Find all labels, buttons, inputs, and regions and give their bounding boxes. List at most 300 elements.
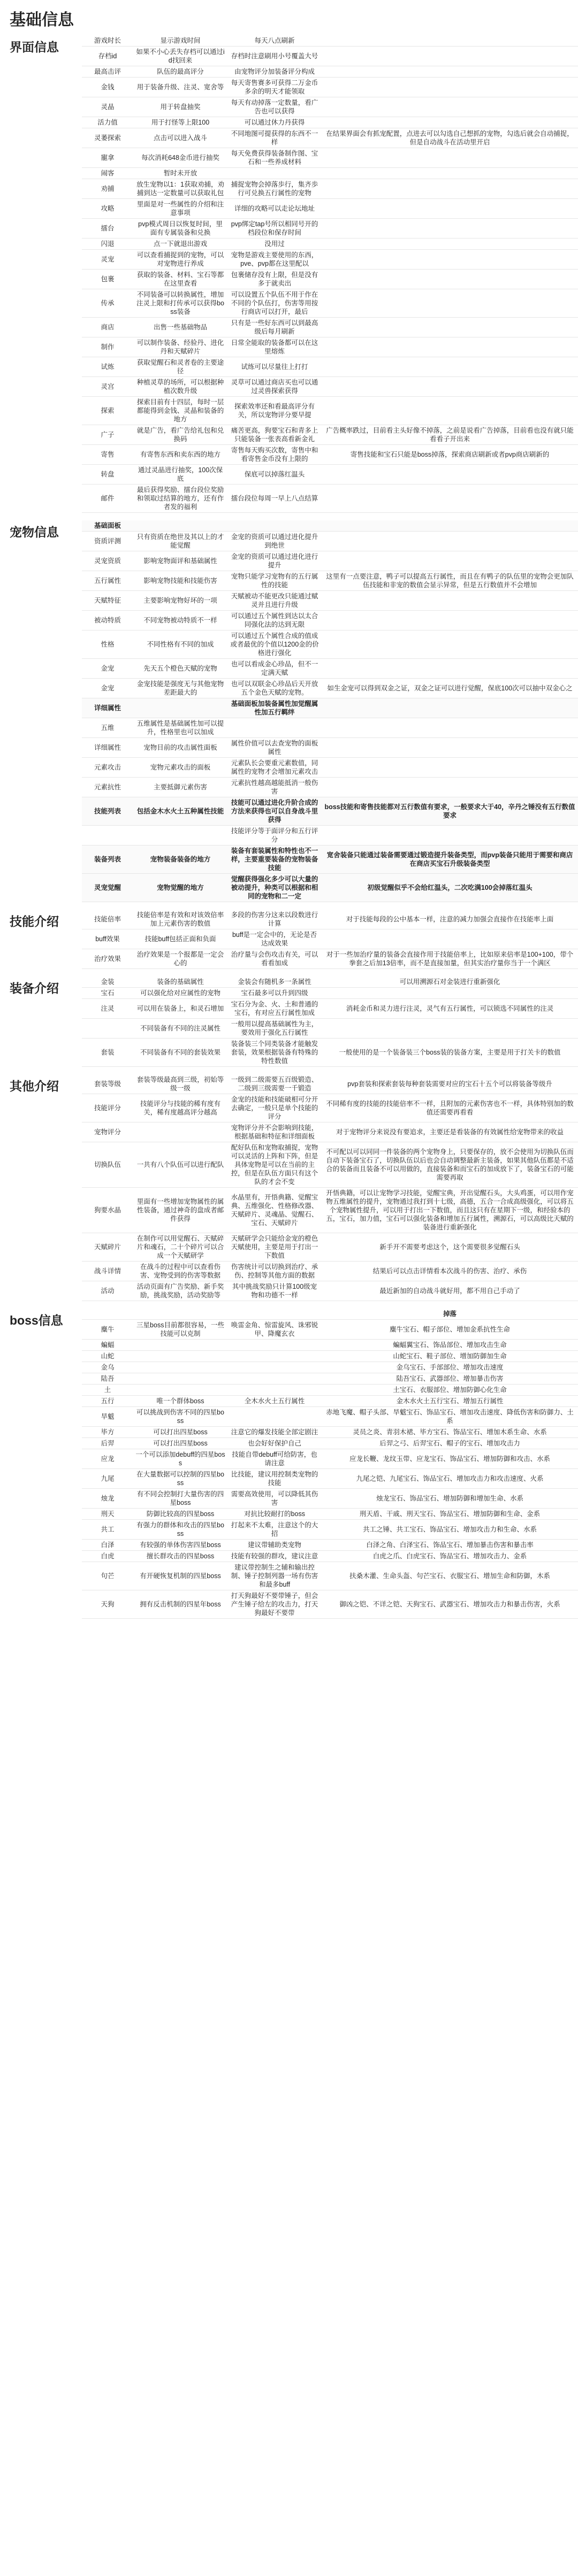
row-col-c	[322, 219, 578, 239]
row-col-a: 只有资质在绝世及其以上的才能觉醒	[133, 532, 227, 551]
row-col-c: boss技能和寄售技能都对五行数值有要求，一般要求大于40，辛丹之锤没有五行数值要求	[322, 797, 578, 826]
page-title: 基础信息	[10, 11, 74, 29]
row-col-c: 金乌宝石、手部部位、增加攻击速度	[322, 1362, 578, 1373]
table-row	[82, 520, 578, 532]
row-key: 闹客	[82, 168, 133, 179]
section	[10, 1309, 578, 1619]
row-col-c	[322, 988, 578, 999]
info-table	[82, 35, 578, 513]
row-key: 烛龙	[82, 1489, 133, 1509]
table-row	[82, 1281, 578, 1301]
info-table	[82, 1309, 578, 1619]
row-key: 闪退	[82, 239, 133, 250]
row-col-c	[322, 117, 578, 128]
row-col-c	[322, 718, 578, 738]
table-row	[82, 1142, 578, 1188]
row-key: 灵宠	[82, 250, 133, 270]
row-key: 蝙蝠	[82, 1340, 133, 1351]
row-col-b	[227, 1407, 322, 1427]
row-key: 传承	[82, 289, 133, 318]
row-col-b	[227, 1340, 322, 1351]
row-col-b: 也可以看成金心珍品，但不一定满天赋	[227, 659, 322, 679]
row-col-c	[322, 778, 578, 797]
row-col-b: 每天免费获得装备制作图、宝石和一些养成材料	[227, 148, 322, 168]
row-col-b: 可以设置五个队伍不用于作在不同的个队伍打，伤害等用按行商店可以打开，最后	[227, 289, 322, 318]
row-col-b: 也会好好保护自己	[227, 1438, 322, 1449]
row-col-c: 土宝石、衣服部位、增加防御心化生命	[322, 1385, 578, 1396]
table-row	[82, 1396, 578, 1407]
row-key: 治疗效果	[82, 949, 133, 969]
table-row	[82, 1509, 578, 1520]
row-col-c: 消耗金币和灵力进行注灵，灵气有五行属性，可以锁选不同属性的注灵	[322, 999, 578, 1019]
table-row	[82, 377, 578, 397]
row-col-a: 通过灵晶进行抽奖，100次保底	[133, 465, 227, 485]
row-col-a: 点一下就退出游戏	[133, 239, 227, 250]
row-col-c: 可以用溯源石对金装进行重新强化	[322, 976, 578, 988]
row-col-c: 白泽之角、白泽宝石、饰品宝石、增加暴击伤害和暴击率	[322, 1540, 578, 1551]
row-col-c	[322, 929, 578, 949]
row-col-c: 灵员之炎、青羽木裙、毕方宝石、饰品宝石、增加木系生命、水系	[322, 1427, 578, 1438]
row-key: 金宠	[82, 679, 133, 698]
row-col-c: 陆吾宝石、武器部位、增加暴击伤害	[322, 1373, 578, 1385]
row-key: 灵晶	[82, 97, 133, 117]
row-key: 技能列表	[82, 797, 133, 826]
row-col-a: 种植灵草的场所，可以根据种植次数升级	[133, 377, 227, 397]
row-col-c	[322, 97, 578, 117]
row-col-b	[227, 168, 322, 179]
row-key	[82, 826, 133, 845]
row-col-a: 在战斗的过程中可以查看伤害、宠物受到的伤害等数据	[133, 1262, 227, 1281]
row-key: 活动	[82, 1281, 133, 1301]
row-key: buff效果	[82, 929, 133, 949]
table-row	[82, 35, 578, 47]
row-col-a: 不同性格有不同的加成	[133, 630, 227, 659]
row-col-c	[322, 270, 578, 289]
row-col-b: 宠物评分并不会影响到技能，根据基础和特征和详细面板	[227, 1122, 322, 1142]
row-col-a: 唯一个群体boss	[133, 1396, 227, 1407]
table-row	[82, 1551, 578, 1562]
row-col-b: 金宠的资质可以通过进化进行提升	[227, 551, 322, 571]
row-key: 制作	[82, 337, 133, 357]
row-key: 技能倍率	[82, 910, 133, 929]
row-col-b: 技能有较强的群攻，建议注意	[227, 1551, 322, 1562]
row-col-b: 打起来不太难，注意这个的大招	[227, 1520, 322, 1540]
section-title: 宠物信息	[10, 525, 59, 539]
row-col-b: 包裹储存没有上限，但是没有多于就卖出	[227, 270, 322, 289]
row-col-c	[322, 199, 578, 219]
row-col-a: 里面有一些增加宠物属性的属性装备，通过神奇的盘成者邮件获得	[133, 1188, 227, 1233]
table-row	[82, 1373, 578, 1385]
row-col-b: 详细的攻略可以走论坛地址	[227, 199, 322, 219]
row-key: 旱魃	[82, 1407, 133, 1427]
info-table	[82, 976, 578, 1067]
row-key: 金宠	[82, 659, 133, 679]
table-row	[82, 1309, 578, 1320]
row-col-b: 配好队伍和宠物取捕捉，宠物可以灵活的上阵和下阵，但是具体宠物是可以在当前的主控，但是在队伍方面只有这个队的才会不变	[227, 1142, 322, 1188]
table-row	[82, 1362, 578, 1373]
row-col-a: 金宠技能是强度无与其他宠物差距最大的	[133, 679, 227, 698]
row-col-a: 三星boss目前都很容易，一些技能可以克制	[133, 1320, 227, 1340]
row-key: 五行属性	[82, 571, 133, 591]
table-row	[82, 179, 578, 199]
row-col-a: 五维属性是基础属性加可以提升，性格里也可以加成	[133, 718, 227, 738]
row-col-a: 最后获得奖励、擂台段位奖励和领取过结算的地方，还有作者发的福利	[133, 485, 227, 513]
row-col-a: 出售一些基础物品	[133, 318, 227, 337]
row-col-c	[322, 758, 578, 778]
row-col-b	[227, 1362, 322, 1373]
table-row	[82, 1094, 578, 1122]
table-row	[82, 718, 578, 738]
row-key: 广子	[82, 425, 133, 445]
row-col-c	[322, 250, 578, 270]
row-key: 句芒	[82, 1562, 133, 1590]
row-col-b: 治疗量与会伤攻击有关，可以看看加成	[227, 949, 322, 969]
row-col-c: 新手开不需要考虑这个，这个需要很多觉醒石头	[322, 1233, 578, 1262]
row-col-c: 不可配以可以同同一件装备的两个宠物身上，只要保存的，放不会使用为切换队伍而自动下装备宝石了，切换队伍以后也会自动调整最新主装备，如果其他队伍都是不适合的装备而且装备不可以用做的，直接装备和而宝石的加成放下了，装备宝石的可能需要再取	[322, 1142, 578, 1188]
table-row	[82, 949, 578, 969]
row-col-c	[322, 289, 578, 318]
row-key: 战斗详情	[82, 1262, 133, 1281]
row-col-c: 对于一些加治疗量的装备会直接作用于技能倍率上，比如原来倍率是100+100，带个拳套之后加13倍率，而不是直接加量，但其实治疗量你当于一个满区	[322, 949, 578, 969]
row-col-c: 应龙长鞭、龙纹玉带、应龙宝石、饰品宝石、增加防御和攻击、水系	[322, 1449, 578, 1469]
row-key: 资质评测	[82, 532, 133, 551]
row-col-c: 刑天盾、干戚、刑天宝石、饰品宝石、增加防御和生命、金系	[322, 1509, 578, 1520]
row-col-a: 可以打出四星boss	[133, 1438, 227, 1449]
row-col-b: 可以通过休力丹获得	[227, 117, 322, 128]
table-row	[82, 551, 578, 571]
table-row	[82, 910, 578, 929]
row-key: 白泽	[82, 1540, 133, 1551]
row-col-a	[133, 1340, 227, 1351]
row-col-c	[322, 239, 578, 250]
row-col-c: pvp套装和探索套装每种套装需要对应的宝石十五个可以将装备等级升	[322, 1074, 578, 1094]
row-col-c	[322, 826, 578, 845]
row-col-c	[322, 698, 578, 718]
row-key: 性格	[82, 630, 133, 659]
row-col-c	[322, 337, 578, 357]
table-row	[82, 679, 578, 698]
row-col-c: 这里有一点要注意，鸭子可以提高五行属性，而且在有鸭子的队伍里的宠物会更加队伍技能和非宠的数值会显示异常，但是五行数值并不会增加	[322, 571, 578, 591]
row-key: 天赋特征	[82, 591, 133, 611]
table-row	[82, 826, 578, 845]
row-col-a: 如果不小心丢失存档可以通过id找回来	[133, 47, 227, 66]
row-key: 套装	[82, 1039, 133, 1067]
table-row	[82, 128, 578, 148]
row-col-b: 不同地图可提获得的东西不一样	[227, 128, 322, 148]
row-col-c: 宽舍装备只能通过装备需要通过锻造提升装备类型，而pvp装备只能用于需要和商店在商店买宝石升级装备类型	[322, 845, 578, 874]
row-key: 攻略	[82, 199, 133, 219]
row-key: 劝捕	[82, 179, 133, 199]
section	[10, 976, 578, 1067]
table-row	[82, 630, 578, 659]
row-col-b: 宠物是游戏主要使用的东西，pve、pvp都在这里配以	[227, 250, 322, 270]
section-title: 界面信息	[10, 40, 59, 54]
row-col-b: 存档时注意刷用小号覆盖大号	[227, 47, 322, 66]
row-col-b: 其中挑战奖励只计算100级宠物和功德不一样	[227, 1281, 322, 1301]
table-row	[82, 874, 578, 902]
row-col-c: 广告概率跌过，目前看主头好像不掉落，之前是说看广告掉落，目前看也没有就只能看看子开出来	[322, 425, 578, 445]
sections-container	[10, 35, 578, 1626]
row-col-b: 元素队长会要重元素数值，同属性的宠物才会增加元素攻击	[227, 758, 322, 778]
row-col-c: 如生金宠可以得到双金之证，双金之证可以进行觉醒，保底100次可以抽中双金心之	[322, 679, 578, 698]
row-col-b: 保底可以掉落红温头	[227, 465, 322, 485]
row-col-a: 用于装备升级、注灵、宽舍等	[133, 78, 227, 97]
row-key: 五行	[82, 1396, 133, 1407]
row-col-a: 有强力的群体和攻击的四星boss	[133, 1520, 227, 1540]
row-key: 被动特质	[82, 611, 133, 630]
row-key: 天赋碎片	[82, 1233, 133, 1262]
row-col-a: 治疗效果是一个报都是一定会心的	[133, 949, 227, 969]
row-col-b: 基础面板加装备属性加觉醒属性加五行羁绊	[227, 698, 322, 718]
row-col-a: 影响宠物面评和基础属性	[133, 551, 227, 571]
row-col-a: 有开硬恢复机制的四星boss	[133, 1562, 227, 1590]
row-col-a: 套装等级最高到三级，初始等级一级	[133, 1074, 227, 1094]
row-col-b: 装备装三个同类装备才能触发套装，效果根据装备有特殊的特性数值	[227, 1039, 322, 1067]
row-col-b: 技能评分等于面评分和五行评分	[227, 826, 322, 845]
section-title: boss信息	[10, 1313, 63, 1327]
row-col-b: 灵草可以通过商店买也可以通过灵兽探索获得	[227, 377, 322, 397]
table-row	[82, 999, 578, 1019]
row-col-a: 在大量数据可以控制的四星boss	[133, 1469, 227, 1489]
table-row	[82, 988, 578, 999]
row-col-a	[133, 826, 227, 845]
row-key: 土	[82, 1385, 133, 1396]
table-row	[82, 591, 578, 611]
row-key: 金钱	[82, 78, 133, 97]
table-row	[82, 485, 578, 513]
row-key: 装备列表	[82, 845, 133, 874]
row-key: 试炼	[82, 357, 133, 377]
row-col-b: 试练可以尽量往上打打	[227, 357, 322, 377]
row-col-c	[322, 1019, 578, 1039]
row-col-a: 可以用在装备上，和灵石增加	[133, 999, 227, 1019]
row-key: 切换队伍	[82, 1142, 133, 1188]
row-col-a: 不同装备有不同的套装效果	[133, 1039, 227, 1067]
row-col-c: 金木水火土五行宝石、增加五行属性	[322, 1396, 578, 1407]
row-key: 金装	[82, 976, 133, 988]
table-row	[82, 1320, 578, 1340]
row-col-c: 白虎之爪、白虎宝石、饰品宝石、增加攻击力、金系	[322, 1551, 578, 1562]
row-col-b: 宝石最多可以升到四级	[227, 988, 322, 999]
row-col-a: 主要影响宠物好坏的一项	[133, 591, 227, 611]
row-col-b	[227, 718, 322, 738]
row-key: 技能评分	[82, 1094, 133, 1122]
row-col-a: 宠物觉醒的地方	[133, 874, 227, 902]
row-col-b: 天赋被动不能更改只能通过赋灵并且进行升级	[227, 591, 322, 611]
row-key: 擂台	[82, 219, 133, 239]
row-col-b: 注意它的爆发技能全部定剧注	[227, 1427, 322, 1438]
row-col-a: 就是广告，看广告给礼包和兑换码	[133, 425, 227, 445]
row-col-c: 在结果界面会有抓宠配置，点进去可以勾选自己想抓的宠物，勾选后就会自动捕捉，但是自动战斗在活动里开启	[322, 128, 578, 148]
table-row	[82, 659, 578, 679]
row-col-c: 后羿之弓、后羿宝石、帽子的宝石、增加攻击力	[322, 1438, 578, 1449]
table-row	[82, 168, 578, 179]
table-row	[82, 357, 578, 377]
section-title: 其他介绍	[10, 1079, 59, 1093]
table-row	[82, 425, 578, 445]
row-col-b	[227, 1351, 322, 1362]
table-row	[82, 1385, 578, 1396]
row-col-b: 打天狗最好不要带锤子，但会产生锤子给左的攻击力，打天狗最好不要带	[227, 1590, 322, 1619]
row-col-b: 元素抗性越高越能抵消一般伤害	[227, 778, 322, 797]
row-col-a: 探索目前有十四层，每时一层都能得到金钱、灵晶和装备的地方	[133, 397, 227, 425]
row-col-a	[133, 1351, 227, 1362]
row-col-a: 可以制作装备、经验丹、进化丹和天赋碎片	[133, 337, 227, 357]
row-key: 山蛇	[82, 1351, 133, 1362]
row-col-b: 唤雷金角、惊雷旋风、诛邪锐甲、降魔玄衣	[227, 1320, 322, 1340]
section-title: 技能介绍	[10, 914, 59, 928]
row-col-c	[322, 168, 578, 179]
row-col-a	[133, 1309, 227, 1320]
row-key: 最高击评	[82, 66, 133, 78]
table-row	[82, 738, 578, 758]
row-col-b: 全木水火土五行属性	[227, 1396, 322, 1407]
row-col-c	[322, 357, 578, 377]
table-row	[82, 1469, 578, 1489]
row-col-b: 擂台段位每周一早上八点结算	[227, 485, 322, 513]
table-row	[82, 698, 578, 718]
row-col-c: 对于技能每段的公中基本一样，注意的减力加强会直接作在技能率上面	[322, 910, 578, 929]
table-row	[82, 78, 578, 97]
row-col-a: 点击可以进入战斗	[133, 128, 227, 148]
table-row	[82, 1122, 578, 1142]
row-col-b: 建议带辅助类宠物	[227, 1540, 322, 1551]
row-key: 基础面板	[82, 520, 133, 532]
table-row	[82, 1489, 578, 1509]
row-col-c	[322, 78, 578, 97]
row-col-c	[322, 47, 578, 66]
row-col-a: 可以强化给对应属性的宠物	[133, 988, 227, 999]
table-row	[82, 117, 578, 128]
row-col-c	[322, 318, 578, 337]
row-col-a: 暂时未开放	[133, 168, 227, 179]
table-row	[82, 445, 578, 465]
row-col-b: 宝石分为金、火、土和普通的宝石，有对应五行属性加成	[227, 999, 322, 1019]
row-key: 宝石	[82, 988, 133, 999]
row-col-c: 一般使用的是一个装备装三个boss装的装备方案，主要是用于打关卡的数值	[322, 1039, 578, 1067]
row-key: 活力值	[82, 117, 133, 128]
table-row	[82, 1188, 578, 1233]
row-col-a: 用于转盘抽奖	[133, 97, 227, 117]
table-row	[82, 1340, 578, 1351]
row-col-b: pvp绑定tap号所以相同号开的档段位和保存时间	[227, 219, 322, 239]
row-col-a: 先天五个橙色天赋的宠物	[133, 659, 227, 679]
table-row	[82, 929, 578, 949]
row-col-a: 获取的装备、材料、宝石等都在这里查看	[133, 270, 227, 289]
row-key: 元素抗性	[82, 778, 133, 797]
row-col-b: 觉醒获得强化多少可以大量的被动提升，种类可以根据和相同的宠物和二一定	[227, 874, 322, 902]
row-col-a: 主要抵御元素伤害	[133, 778, 227, 797]
row-col-c	[322, 66, 578, 78]
row-col-a: 影响宠物技能和技能伤害	[133, 571, 227, 591]
row-col-b: 技能可以通过进化升阶合成的方法来获得也可以自身战斗里获得	[227, 797, 322, 826]
row-col-c: 麋牛宝石、帽子部位、增加金系抗性生命	[322, 1320, 578, 1340]
table-row	[82, 571, 578, 591]
row-col-b	[227, 1309, 322, 1320]
table-row	[82, 1520, 578, 1540]
table-row	[82, 1351, 578, 1362]
row-col-c	[322, 532, 578, 551]
table-row	[82, 1407, 578, 1427]
section	[10, 520, 578, 902]
row-col-a: 一个可以添加debuff的四星boss	[133, 1449, 227, 1469]
table-row	[82, 976, 578, 988]
row-col-c: 掉落	[322, 1309, 578, 1320]
row-col-a: 拥有反击机制的四星年boss	[133, 1590, 227, 1619]
row-col-b: 每天寄售赛多可获得二万金币多余的明天才能领取	[227, 78, 322, 97]
row-col-a: 获取觉醒石和灵者卷的主要途径	[133, 357, 227, 377]
row-col-a	[133, 1385, 227, 1396]
row-col-c: 山蛇宝石、鞋子部位、增加防御加生命	[322, 1351, 578, 1362]
row-col-a: 可以查看捕捉到的宠物，可以对宠物进行养成	[133, 250, 227, 270]
row-col-b	[227, 1373, 322, 1385]
row-key: 刑天	[82, 1509, 133, 1520]
row-col-a: 可以打出四星boss	[133, 1427, 227, 1438]
row-col-c: 寄售技能和宝石只能是boss掉落，探索商店刷新或者pvp商店刷新的	[322, 445, 578, 465]
table-row	[82, 845, 578, 874]
row-col-c: 九尾之铠、九尾宝石、饰品宝石、增加攻击力和攻击速度、火系	[322, 1469, 578, 1489]
row-col-a: 不同装备有不同的注灵属性	[133, 1019, 227, 1039]
row-key: 金乌	[82, 1362, 133, 1373]
table-row	[82, 1233, 578, 1262]
table-row	[82, 797, 578, 826]
row-key: 九尾	[82, 1469, 133, 1489]
table-row	[82, 1427, 578, 1438]
table-row	[82, 778, 578, 797]
row-col-c	[322, 520, 578, 532]
row-key: 灵宫	[82, 377, 133, 397]
row-col-b: 属性价值可以去查宠物的面板属性	[227, 738, 322, 758]
row-col-a: 技能buff包括正面和负面	[133, 929, 227, 949]
section	[10, 1074, 578, 1301]
row-col-a: 擅长群攻击的四星boss	[133, 1551, 227, 1562]
row-key: 探索	[82, 397, 133, 425]
row-key: 游戏时长	[82, 35, 133, 47]
row-col-b: 宠物只能学习宠物有的五行属性的技能	[227, 571, 322, 591]
row-col-c	[322, 35, 578, 47]
table-row	[82, 758, 578, 778]
row-key: 灵萎探索	[82, 128, 133, 148]
row-col-c	[322, 738, 578, 758]
info-table	[82, 520, 578, 902]
row-col-c	[322, 465, 578, 485]
section	[10, 35, 578, 513]
table-row	[82, 1562, 578, 1590]
table-row	[82, 289, 578, 318]
row-col-a: 每次消耗648金币进行抽奖	[133, 148, 227, 168]
row-col-a: 宠物元素攻击的面板	[133, 758, 227, 778]
row-col-c: 扶桑木灌、生命头盔、句芒宝石、衣服宝石、增加生命和防御，木系	[322, 1562, 578, 1590]
table-row	[82, 1449, 578, 1469]
row-col-b: 天赋研学会只能给金宠的橙色天赋使用，主要是用于打出一下数值	[227, 1233, 322, 1262]
row-col-a	[133, 520, 227, 532]
row-col-a	[133, 1122, 227, 1142]
row-col-b	[227, 1385, 322, 1396]
row-col-b: 可以通过五个属性合成的值成或者最优的个值以1200金的价格进行强化	[227, 630, 322, 659]
row-col-a: 装备的基础属性	[133, 976, 227, 988]
row-col-c	[322, 377, 578, 397]
row-key: 详细属性	[82, 738, 133, 758]
row-col-a: pvp模式周日以恢复时间，里面有专属装备和兑换	[133, 219, 227, 239]
row-col-b: 水晶里有，开悟典籍、觉醒宝典、五维强化、性格修改器、天赋碎片、灵魂晶、觉醒石、宝石、天赋碎片	[227, 1188, 322, 1233]
table-row	[82, 337, 578, 357]
row-col-c: 不同稀有度的技能的技能倍率不一样，且附加的元素伤害也不一样，具体特别加的数值还需要再看看	[322, 1094, 578, 1122]
table-row	[82, 318, 578, 337]
table-row	[82, 219, 578, 239]
row-key: 毕方	[82, 1427, 133, 1438]
row-key: 陆吾	[82, 1373, 133, 1385]
row-col-b: 寄售每天购买次数，寄售中和看寄售金币没有上限的	[227, 445, 322, 465]
